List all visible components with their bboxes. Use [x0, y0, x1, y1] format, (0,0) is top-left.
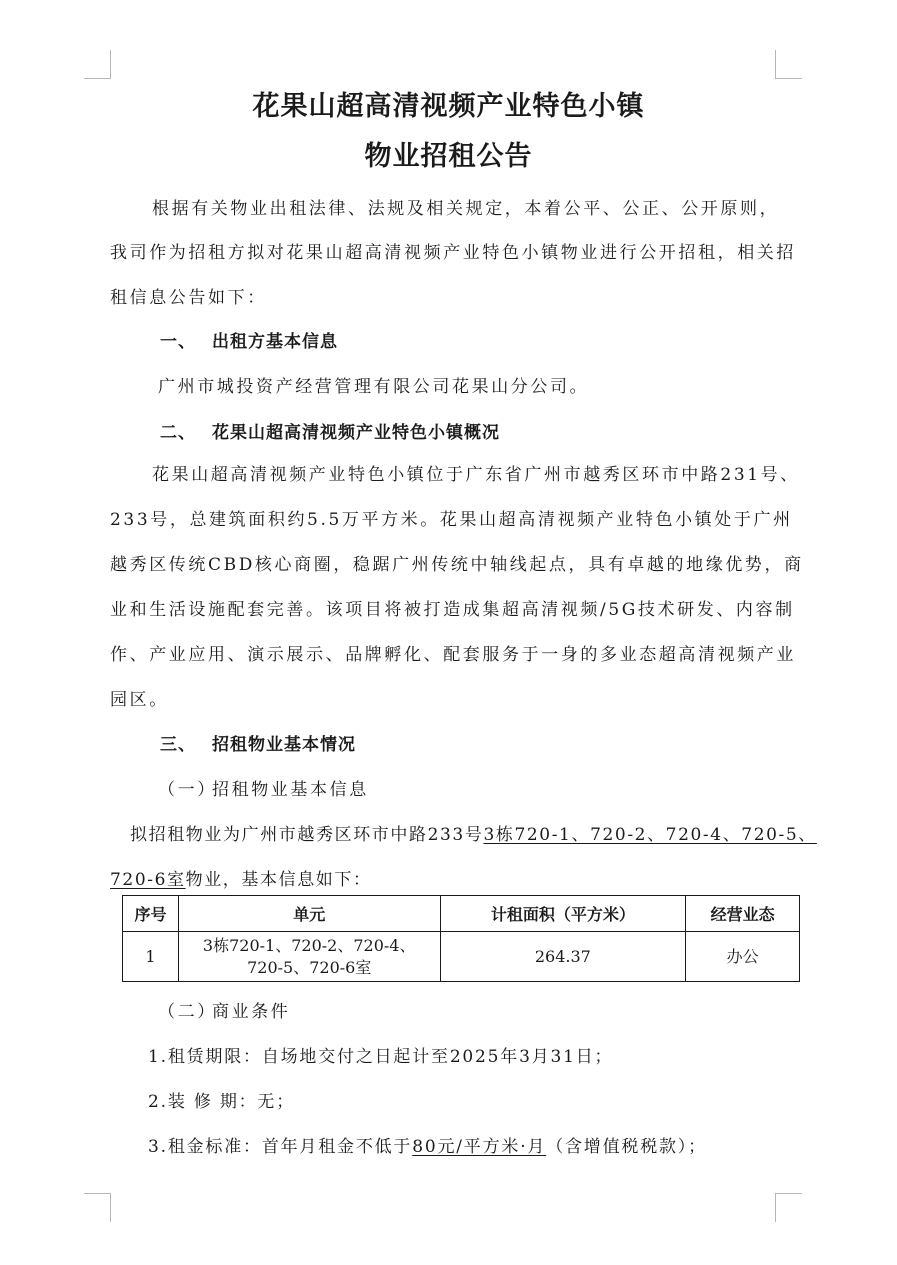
- property-desc-text: 物业，基本信息如下：: [185, 870, 372, 890]
- rent-text: 3.租金标准：首年月租金不低于: [148, 1137, 413, 1157]
- subsection-heading-1: [158, 778, 369, 802]
- crop-mark-bottom-left: [84, 1193, 111, 1222]
- cell-use: 办公: [686, 932, 800, 982]
- term-rent-standard: [148, 1135, 707, 1159]
- overview-line-2: 233号，总建筑面积约5.5万平方米。花果山超高清视频产业特色小镇处于广州: [110, 510, 793, 530]
- term-lease-period: 1.租赁期限：自场地交付之日起计至2025年3月31日；: [148, 1047, 614, 1067]
- term-renovation-period: 2.装 修 期：无；: [148, 1092, 296, 1112]
- crop-mark-top-left: [84, 50, 111, 79]
- overview-line-5: 作、产业应用、演示展示、品牌孵化、配套服务于一身的多业态超高清视频产业: [110, 645, 796, 665]
- overview-line-6: 园区。: [110, 690, 169, 710]
- cell-unit-line-1: 3栋720-1、720-2、720-4、: [202, 935, 416, 955]
- intro-line-1: 根据有关物业出租法律、法规及相关规定，本着公平、公正、公开原则，: [152, 199, 780, 219]
- property-desc-text: 拟招租物业为广州市越秀区环市中路233号: [130, 825, 484, 845]
- table-header-row: [123, 896, 800, 932]
- crop-mark-bottom-right: [775, 1193, 802, 1222]
- overview-line-4: 业和生活设施配套完善。该项目将被打造成集超高清视频/5G技术研发、内容制: [110, 600, 795, 620]
- subsection-title: 招租物业基本信息: [212, 780, 369, 800]
- header-index: 序号: [123, 896, 179, 932]
- document-title: 花果山超高清视频产业特色小镇: [252, 91, 645, 122]
- section-title: 招租物业基本情况: [212, 735, 356, 755]
- overview-line-1: 花果山超高清视频产业特色小镇位于广东省广州市越秀区环市中路231号、: [152, 465, 800, 485]
- section-number: 一、: [160, 332, 196, 352]
- cell-index: 1: [123, 932, 179, 982]
- section-heading-3: [160, 733, 356, 757]
- header-use: 经营业态: [686, 896, 800, 932]
- subsection-number: （二）: [158, 1002, 217, 1022]
- rent-tax-note: （含增值税税款）；: [546, 1137, 707, 1157]
- section-number: 二、: [160, 423, 196, 443]
- section-title: 花果山超高清视频产业特色小镇概况: [212, 423, 500, 443]
- section-heading-2: [160, 421, 500, 445]
- overview-line-3: 越秀区传统CBD核心商圈，稳踞广州传统中轴线起点，具有卓越的地缘优势，商: [110, 555, 804, 575]
- rent-amount-underlined: 80元/平方米·月: [412, 1137, 547, 1157]
- property-units-underlined: 720-6室: [110, 870, 186, 890]
- document-subtitle: 物业招租公告: [364, 141, 533, 172]
- cell-area: 264.37: [440, 932, 686, 982]
- subsection-heading-2: [158, 1000, 290, 1024]
- section-title: 出租方基本信息: [212, 332, 338, 352]
- intro-line-2: 我司作为招租方拟对花果山超高清视频产业特色小镇物业进行公开招租，相关招: [110, 243, 796, 263]
- section-heading-1: [160, 330, 338, 354]
- property-units-underlined: 3栋720-1、720-2、720-4、720-5、: [483, 825, 817, 845]
- crop-mark-top-right: [775, 50, 802, 79]
- subsection-number: （一）: [158, 780, 217, 800]
- lessor-name: 广州市城投资产经营管理有限公司花果山分公司。: [158, 377, 590, 397]
- header-unit: 单元: [178, 896, 440, 932]
- cell-unit: [178, 932, 440, 982]
- subsection-title: 商业条件: [212, 1002, 291, 1022]
- cell-unit-line-2: 720-5、720-6室: [247, 957, 372, 977]
- property-info-table: [122, 895, 800, 982]
- section-number: 三、: [160, 735, 196, 755]
- intro-line-3: 租信息公告如下：: [110, 288, 267, 308]
- property-desc-line-1: [130, 823, 817, 847]
- property-desc-line-2: [110, 868, 372, 892]
- header-area: 计租面积（平方米）: [440, 896, 686, 932]
- table-row: [123, 932, 800, 982]
